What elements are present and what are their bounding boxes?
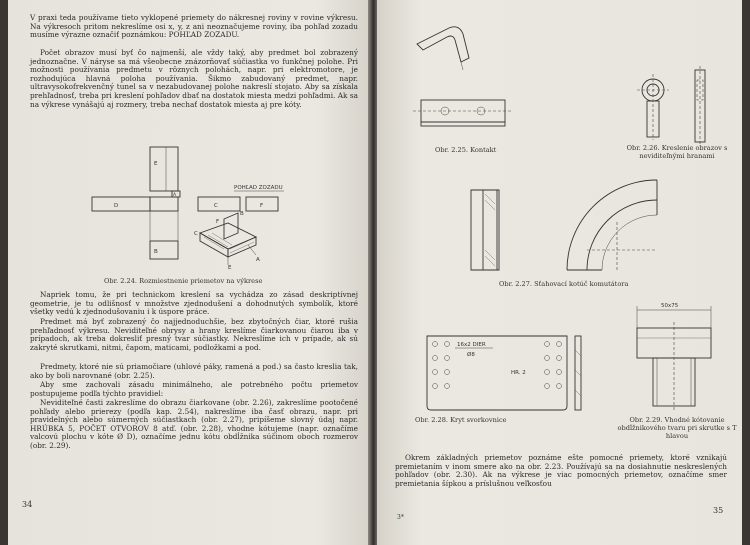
- paragraph-rules-list: Neviditeľné časti zakreslíme do obrazu čiarkovane (obr. 2.26), zakreslíme pootočené pohľady alebo prierezy (podľa kap. 2.54), nakreslíme iba časť obrazu, napr. pri pravidelných alebo súmerných súčiastkach (obr. 2.27), pripíšeme slovný údaj napr. HRÚBKA 5, POČET OTVOROV 8 atď. (obr. 2.28), vhodne kótujeme (napr. označíme valcovú plochu v kóte Ø D), označíme jednu kótu obdĺžnika súčinom oboch rozmerov (obr. 2.29).: [30, 398, 358, 450]
- figure-2-25-caption: Obr. 2.25. Kontakt: [435, 146, 497, 154]
- figure-2-24-drawing: [88, 145, 308, 275]
- figure-2-25-drawing: [407, 14, 557, 144]
- figure-2-29-caption: Obr. 2.29. Vhodné kótovanie obdĺžnikového tvaru pri skrutke s T hlavou: [617, 416, 737, 440]
- figure-2-27-drawing: [437, 180, 687, 280]
- page-number-right: 35: [713, 506, 724, 515]
- paragraph-views-count: Počet obrazov musí byť čo najmenší, ale vždy taký, aby predmet bol zobrazený jednoznačne. V náryse sa má všeobecne znázorňovať súčiastka vo funkčnej polohe. Pri možnosti používania predmetu v rôznych polohách, napr. pri elektromotore, je rozhodujúca hlavná poloha používania. Šikmo zabudovaný predmet, napr. ultravysokofrekvenčný tunel sa v nezabudovanej polohe nakreslí stojato. Aby sa získala prehľadnosť, treba pri kreslení pohľadov dbať na dostatok miesta medzi pohľadmi. Ak sa na výkrese vynášajú aj rozmery, treba nechať dostatok miesta aj pre kóty.: [30, 48, 358, 109]
- figure-2-28-caption: Obr. 2.28. Kryt svorkovnice: [415, 416, 507, 424]
- figure-2-27-caption: Obr. 2.27. Sťahovací kotúč komutátora: [499, 280, 629, 288]
- paragraph-hidden-edges: Predmet má byť zobrazený čo najjednoduchšie, bez zbytočných čiar, ktoré rušia prehľadnosť výkresu. Neviditeľné obrysy a hrany kreslíme čiarkovanou čiarou iba v prípadoch, ak treba dokresliť presný tvar súčiastky. Nekreslíme ich v prípade, ak sú zakryté skrutkami, nitmi, čapom, maticami, podložkami a pod.: [30, 317, 358, 352]
- rear-view-label: POHĽAD ZOZADU: [234, 185, 283, 191]
- svg-text:F: F: [260, 203, 264, 209]
- holes-label: 16x2 DIER: [457, 342, 486, 348]
- svg-text:F: F: [216, 219, 220, 225]
- dimension-label: 50x75: [661, 303, 679, 309]
- thickness-label: HR. 2: [511, 370, 526, 376]
- svg-text:C: C: [194, 231, 198, 237]
- figure-2-24-caption: Obr. 2.24. Rozmiestnenie priemetov na výkrese: [104, 277, 263, 285]
- right-page: [377, 0, 742, 545]
- left-page: [8, 0, 370, 545]
- svg-text:A: A: [173, 193, 177, 198]
- figure-2-28-drawing: [417, 330, 587, 415]
- figure-2-29-drawing: [627, 296, 727, 416]
- diameter-label: Ø8: [467, 352, 475, 358]
- svg-text:D: D: [114, 203, 119, 209]
- paragraph-straightened: Predmety, ktoré nie sú priamočiare (uhlové páky, ramená a pod.) sa často kreslia tak, ako by boli narovnané (obr. 2.25).: [30, 362, 358, 380]
- svg-text:A: A: [256, 257, 260, 263]
- paragraph-simplifications: Napriek tomu, že pri technickom kreslení sa vychádza zo zásad deskriptívnej geometrie, je tu odlišnosť v množstve zjednodušení a dohodnutých symbolík, ktoré všetky vedú k zjednodušovaniu i k úspore práce.: [30, 290, 358, 317]
- paragraph-rules-intro: Aby sme zachovali zásadu minimálneho, ale potrebného počtu priemetov postupujeme podľa týchto pravidiel:: [30, 380, 358, 398]
- figure-2-26-caption: Obr. 2.26. Kreslenie obrazov s neviditeľnými hranami: [626, 144, 728, 160]
- svg-text:E: E: [154, 161, 158, 167]
- svg-text:E: E: [228, 265, 232, 271]
- svg-text:B: B: [154, 249, 158, 255]
- svg-text:B: B: [240, 211, 244, 217]
- footer-mark: 3*: [397, 514, 404, 521]
- svg-text:C: C: [214, 203, 218, 209]
- page-number-left: 34: [22, 500, 33, 509]
- paragraph-auxiliary-projections: Okrem základných priemetov poznáme ešte pomocné priemety, ktoré vznikajú premietaním v inom smere ako na obr. 2.23. Používajú sa na dosiahnutie neskreslených pohľadov (obr. 2.30). Ak na výkrese je viac pomocných priemetov, označíme smer premietania šípkou a príslušnou veľkosťou: [395, 453, 727, 488]
- paragraph-rear-view: V praxi teda používame tieto vyklopené priemety do nákresnej roviny v rovine výkresu. Na výkresoch pritom nekreslíme osi x, y, z ani neoznačujeme roviny, iba pohľad zozadu musíme výrazne označiť poznámkou: POHĽAD ZOZADU.: [30, 13, 358, 40]
- figure-2-26-drawing: [627, 60, 727, 150]
